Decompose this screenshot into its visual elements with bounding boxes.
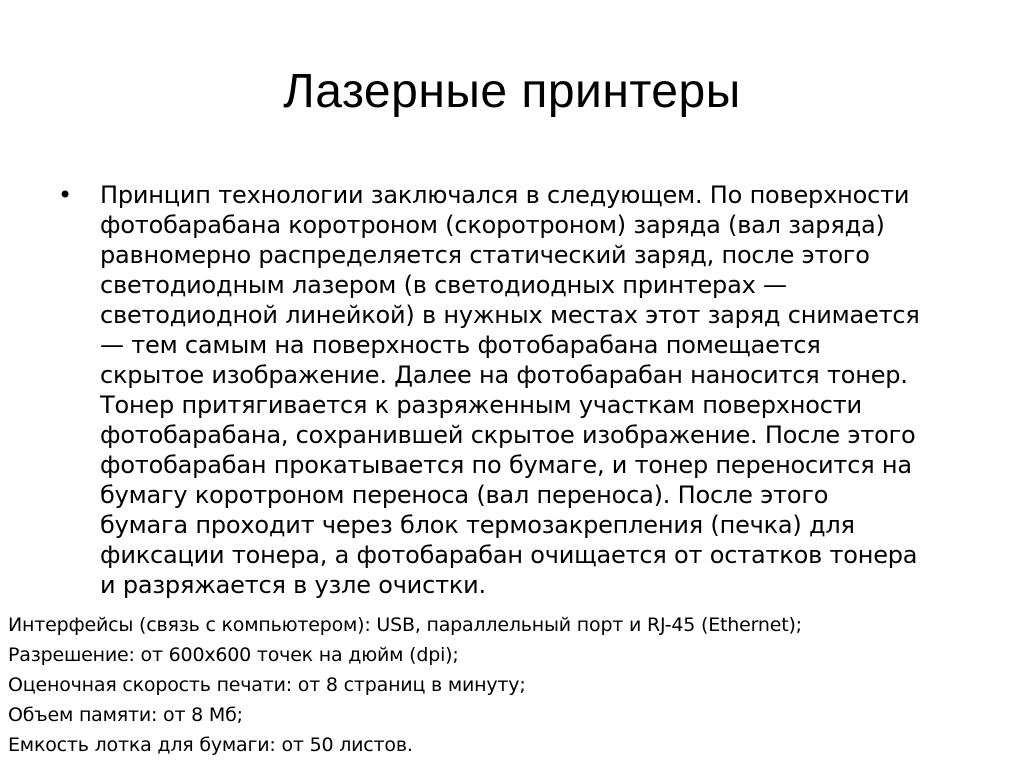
paragraph-line: бумагу коротроном переноса (вал переноса). После этого bbox=[100, 481, 829, 509]
bullet-paragraph bbox=[100, 180, 968, 600]
spec-interfaces: Интерфейсы (связь с компьютером): USB, параллельный порт и RJ-45 (Ethernet); bbox=[8, 614, 802, 636]
paragraph-line: фотобарабана, сохранившей скрытое изображение. После этого bbox=[100, 421, 916, 449]
paragraph-line: светодиодной линейкой) в нужных местах этот заряд снимается bbox=[100, 301, 920, 329]
paragraph-line: и разряжается в узле очистки. bbox=[100, 571, 486, 599]
paragraph-line: фотобарабан прокатывается по бумаге, и тонер переносится на bbox=[100, 451, 912, 479]
spec-print-speed: Оценочная скорость печати: от 8 страниц в минуту; bbox=[8, 674, 526, 696]
paragraph-line: — тем самым на поверхность фотобарабана помещается bbox=[100, 331, 821, 359]
paragraph-line: равномерно распределяется статический заряд, после этого bbox=[100, 241, 870, 269]
spec-resolution: Разрешение: от 600x600 точек на дюйм (dpi); bbox=[8, 644, 459, 666]
spec-paper-tray: Емкость лотка для бумаги: от 50 листов. bbox=[8, 734, 413, 756]
paragraph-line: светодиодным лазером (в светодиодных принтерах — bbox=[100, 271, 787, 299]
paragraph-line: фотобарабана коротроном (скоротроном) заряда (вал заряда) bbox=[100, 211, 885, 239]
paragraph-line: фиксации тонера, а фотобарабан очищается от остатков тонера bbox=[100, 541, 918, 569]
paragraph-line: скрытое изображение. Далее на фотобарабан наносится тонер. bbox=[100, 361, 908, 389]
paragraph-line: бумага проходит через блок термозакрепления (печка) для bbox=[100, 511, 855, 539]
paragraph-line: Принцип технологии заключался в следующем. По поверхности bbox=[100, 181, 910, 209]
paragraph-line: Тонер притягивается к разряженным участкам поверхности bbox=[100, 391, 862, 419]
specs-list bbox=[8, 610, 1008, 760]
spec-memory: Объем памяти: от 8 Мб; bbox=[8, 704, 243, 726]
bullet-marker: • bbox=[58, 181, 73, 209]
slide-title: Лазерные принтеры bbox=[283, 65, 741, 118]
bullet-item bbox=[58, 180, 968, 600]
